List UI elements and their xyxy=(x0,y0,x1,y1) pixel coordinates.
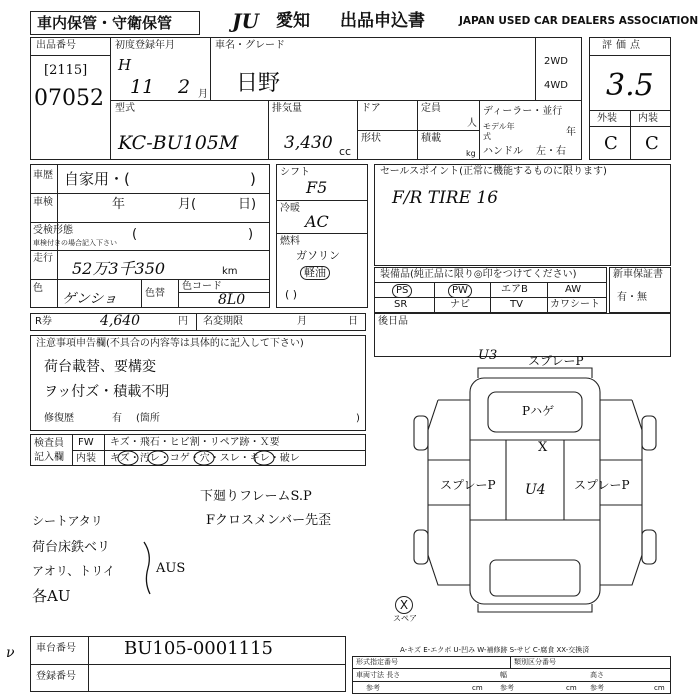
equip-seat: カワシート xyxy=(550,299,600,310)
recycle-value: 4,640 xyxy=(100,313,141,329)
accepted-close: ) xyxy=(248,227,254,242)
color-code-label: 色コード xyxy=(182,281,222,292)
diagram-pag: Pハゲ xyxy=(522,404,555,418)
specs-r3c: 参考 xyxy=(590,684,604,692)
specs-r2a: 車両寸法 長さ xyxy=(356,671,401,679)
specs-cm-3: cm xyxy=(654,684,665,692)
displacement-unit: cc xyxy=(339,145,352,158)
fuel-paren: ( ) xyxy=(285,288,298,301)
shift-value: F5 xyxy=(306,178,328,197)
chassis-label: 車台番号 xyxy=(36,643,76,654)
inspector-int-items: キズ・汚レ・コゲ・穴・スレ・キレ・破レ xyxy=(110,453,300,464)
specs-r2b: 幅 xyxy=(500,671,507,679)
inspector-fw-label: FW xyxy=(78,437,94,448)
bracket-mark xyxy=(140,540,156,596)
registration-month: 2 xyxy=(178,76,191,98)
note-6: 各AU xyxy=(32,587,71,605)
color-label: 色 xyxy=(33,283,43,294)
inspection-label: 車検 xyxy=(33,197,53,208)
specs-cm-1: cm xyxy=(472,684,483,692)
storage-title-box xyxy=(30,11,200,35)
reg-number-label: 登録番号 xyxy=(36,671,76,682)
dealer-label: ディーラー・並行 xyxy=(483,106,563,117)
note-4: 荷台床鉄ベリ xyxy=(32,540,111,555)
exterior-value: C xyxy=(604,133,618,154)
repair-label: 修復歴 xyxy=(44,413,74,424)
accepted-note: 車検付きの場合記入下さい xyxy=(33,239,117,247)
equip-ps: PS xyxy=(392,284,412,298)
registration-month-unit: 月 xyxy=(198,89,208,100)
inspector-label: 検査員記入欄 xyxy=(34,438,64,463)
ac-value: AC xyxy=(305,212,329,231)
model-year-label: モデル年式 xyxy=(483,122,515,141)
history-value: 自家用・( xyxy=(64,170,130,188)
selling-points-label: セールスポイント(正常に機能するものに限ります) xyxy=(380,166,607,177)
inspector-fw-items: キズ・飛石・ヒビ割・リペア跡・Ｘ要 xyxy=(110,437,280,448)
car-name-value: 日野 xyxy=(236,71,281,96)
mileage-value: 52万3千350 xyxy=(72,259,166,278)
inspector-int-label: 内装 xyxy=(76,453,96,464)
color-code: 8L0 xyxy=(218,292,246,308)
equip-tv: TV xyxy=(510,299,523,310)
diagram-u3: U3 xyxy=(478,348,498,363)
lot-sub-number: [2115] xyxy=(44,63,88,78)
interior-value: C xyxy=(645,133,659,154)
accepted-value: ( xyxy=(132,227,138,242)
fuel-gas: ガソリン xyxy=(296,249,340,262)
handle-options: 左・右 xyxy=(536,146,566,157)
color-change-label: 色替 xyxy=(145,288,165,299)
rating-value: 3.5 xyxy=(606,68,654,103)
accepted-label: 受検形態 xyxy=(33,225,73,236)
remarks-label: 注意事項申告欄(不具合の内容等は具体的に記入して下さい) xyxy=(36,338,304,349)
brand-name: 愛知 xyxy=(276,11,310,31)
displacement-value: 3,430 xyxy=(284,133,333,153)
warranty-label: 新車保証書 xyxy=(613,269,663,280)
recycle-box xyxy=(30,313,366,331)
load-label: 積載 xyxy=(421,133,441,144)
brand-logo xyxy=(232,9,274,33)
specs-r3b: 参考 xyxy=(500,684,514,692)
note-1: 下廻りフレームS.P xyxy=(200,489,312,504)
diagram-spare-label: スペア xyxy=(393,614,417,623)
interior-label: 内装 xyxy=(638,113,658,124)
specs-r3a: 参考 xyxy=(366,684,380,692)
name-change-label: 名変期限 xyxy=(203,316,243,327)
shape-label: 形状 xyxy=(361,133,381,144)
fuel-light: 軽油 xyxy=(300,266,330,280)
model-year-unit: 年 xyxy=(566,127,576,138)
history-close: ) xyxy=(250,170,256,188)
equipment-label: 装備品(純正品に限り◎印をつけてください) xyxy=(380,269,577,280)
brand-logo-text: JU xyxy=(232,9,259,33)
form-title: 出品申込書 xyxy=(340,11,425,31)
specs-r1a: 形式指定番号 xyxy=(356,658,398,666)
specs-cm-2: cm xyxy=(566,684,577,692)
recycle-label: R券 xyxy=(35,316,52,327)
inspector-circles xyxy=(104,450,366,468)
model-value: KC-BU105M xyxy=(118,132,239,154)
circle-sure xyxy=(254,451,274,465)
remarks-line2: ヲッ付ズ・積載不明 xyxy=(44,384,170,400)
repair-close: ) xyxy=(356,413,360,424)
note-3: シートアタリ xyxy=(32,514,103,528)
name-change-day: 日 xyxy=(348,316,358,327)
repair-place: (箇所 xyxy=(136,413,160,424)
note-2: Fクロスメンバー先歪 xyxy=(206,513,332,528)
diagram-spare-mark: X xyxy=(395,596,413,614)
exterior-label: 外装 xyxy=(597,113,617,124)
later-notes-box xyxy=(374,313,671,357)
note-aus: AUS xyxy=(156,561,186,576)
equip-pw: PW xyxy=(448,284,472,298)
inspection-month: 月( xyxy=(178,197,197,212)
inspection-day: 日) xyxy=(238,197,257,212)
circle-yogore xyxy=(148,451,168,465)
drive-4wd: 4WD xyxy=(544,80,568,91)
drive-2wd: 2WD xyxy=(544,56,568,67)
selling-points-box xyxy=(374,164,671,266)
registration-label: 初度登録年月 xyxy=(115,40,175,51)
remarks-line1: 荷台載替、要構変 xyxy=(44,359,156,375)
lot-label: 出品番号 xyxy=(36,40,76,51)
circle-koge xyxy=(194,451,214,465)
diagram-top-spray: スプレーP xyxy=(528,354,584,368)
association-name: JAPAN USED CAR DEALERS ASSOCIATION xyxy=(459,15,699,27)
mileage-unit: km xyxy=(222,266,238,277)
selling-points-value: F/R TIRE 16 xyxy=(392,188,499,208)
shift-label: シフト xyxy=(280,167,310,178)
model-label: 型式 xyxy=(115,103,135,114)
lot-number: 07052 xyxy=(34,86,104,111)
storage-title: 車内保管・守衛保管 xyxy=(37,14,173,32)
rating-label: 評価点 xyxy=(602,40,644,51)
inspection-year: 年 xyxy=(112,197,126,212)
displacement-label: 排気量 xyxy=(272,103,302,114)
handle-label: ハンドル xyxy=(483,146,523,157)
registration-year: 11 xyxy=(130,76,155,98)
chassis-value: BU105-0001115 xyxy=(124,638,274,659)
equip-navi: ナビ xyxy=(450,299,470,310)
note-tick: ν xyxy=(6,645,15,661)
car-name-label: 車名・グレード xyxy=(215,40,285,51)
mileage-label: 走行 xyxy=(33,253,53,264)
recycle-unit: 円 xyxy=(178,316,188,327)
load-unit: kg xyxy=(466,149,476,158)
registration-era: H xyxy=(118,56,132,74)
diagram-left-spray: スプレーP xyxy=(440,478,496,492)
ac-label: 冷暖 xyxy=(280,203,300,214)
equip-aw: AW xyxy=(565,284,582,295)
note-5: アオリ、トリイ xyxy=(32,564,115,578)
fuel-label: 燃料 xyxy=(280,236,300,247)
damage-legend: A-キズ E-エクボ U-凹み W-補修跡 S-サビ C-腐食 XX-交換済 xyxy=(400,646,590,654)
name-change-month: 月 xyxy=(297,316,307,327)
specs-r2c: 高さ xyxy=(590,671,604,679)
specs-r1b: 類別区分番号 xyxy=(514,658,556,666)
equip-sr: SR xyxy=(394,299,408,310)
later-notes-label: 後日品 xyxy=(378,316,408,327)
color-value: ゲンショ xyxy=(62,291,118,307)
diagram-right-spray: スプレーP xyxy=(574,478,630,492)
capacity-unit: 人 xyxy=(467,118,477,129)
capacity-label: 定員 xyxy=(421,103,441,114)
diagram-u4: U4 xyxy=(525,482,546,498)
repair-value: 有 xyxy=(112,413,122,424)
diagram-x: X xyxy=(538,440,548,455)
doors-label: ドア xyxy=(361,103,381,114)
history-label: 車歴 xyxy=(33,170,53,181)
equip-airbag: エアB xyxy=(501,284,528,295)
circle-kizu xyxy=(118,451,138,465)
warranty-options: 有・無 xyxy=(617,292,647,303)
